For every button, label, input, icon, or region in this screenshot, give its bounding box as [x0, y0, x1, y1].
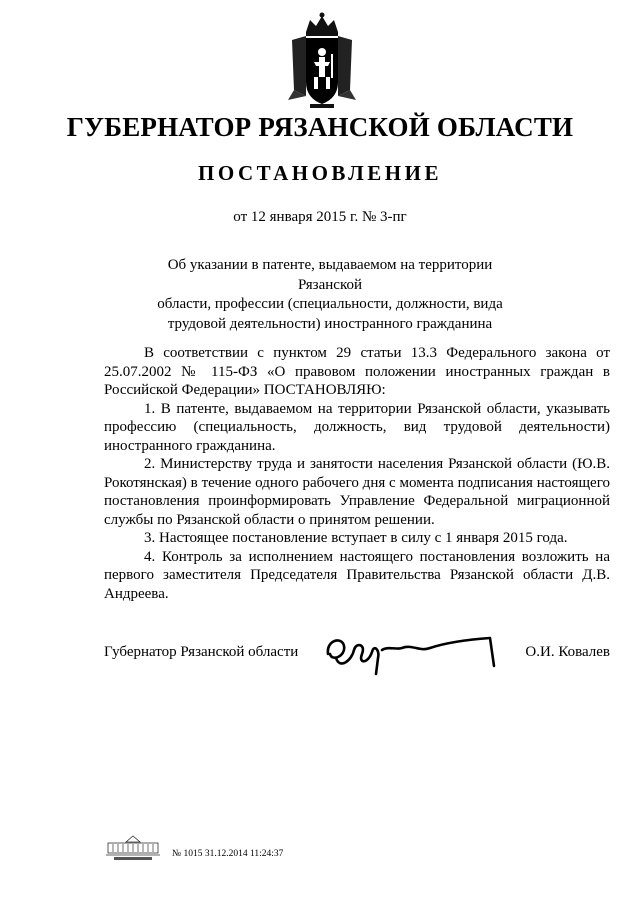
subject-line: области, профессии (специальности, должности, вида	[157, 296, 503, 312]
government-building-stamp-icon	[104, 834, 162, 862]
document-subject	[140, 256, 520, 334]
document-date-number: от 12 января 2015 г. № 3-пг	[233, 209, 407, 225]
body-paragraph: В соответствии с пунктом 29 статьи 13.3 Федерального закона от 25.07.2002 № 115-ФЗ «О правовом положении иностранных граждан в Российской Федерации» ПОСТАНОВЛЯЮ:	[104, 345, 610, 398]
document-body	[104, 344, 610, 603]
document-type: ПОСТАНОВЛЕНИЕ	[198, 161, 442, 185]
subject-line: Об указании в патенте, выдаваемом на территории Рязанской	[167, 257, 493, 293]
subject-line: трудовой деятельности) иностранного гражданина	[167, 315, 493, 332]
body-paragraph: 1. В патенте, выдаваемом на территории Рязанской области, указывать профессию (специальность, должность, вид трудовой деятельности) иностранного гражданина.	[104, 400, 610, 454]
registration-mark	[104, 834, 404, 864]
handwritten-signature	[322, 630, 502, 678]
signature-block	[104, 630, 610, 680]
coat-of-arms-emblem	[284, 10, 360, 110]
registration-number: № 1015 31.12.2014 11:24:37	[172, 849, 284, 859]
issuer-title: ГУБЕРНАТОР РЯЗАНСКОЙ ОБЛАСТИ	[66, 112, 574, 142]
body-paragraph: 2. Министерству труда и занятости населения Рязанской области (Ю.В. Рокотянская) в течение одного рабочего дня с момента подписания настоящего постановления проинформировать Управление Федеральной миграционной службы по Рязанской области о принятом решении.	[104, 456, 610, 528]
body-paragraph: 3. Настоящее постановление вступает в силу с 1 января 2015 года.	[144, 530, 568, 546]
signatory-title: Губернатор Рязанской области	[104, 644, 299, 660]
signatory-name: О.И. Ковалев	[525, 644, 610, 660]
body-paragraph: 4. Контроль за исполнением настоящего постановления возложить на первого заместителя Председателя Правительства Рязанской области Д.В. Андреева.	[104, 548, 610, 602]
